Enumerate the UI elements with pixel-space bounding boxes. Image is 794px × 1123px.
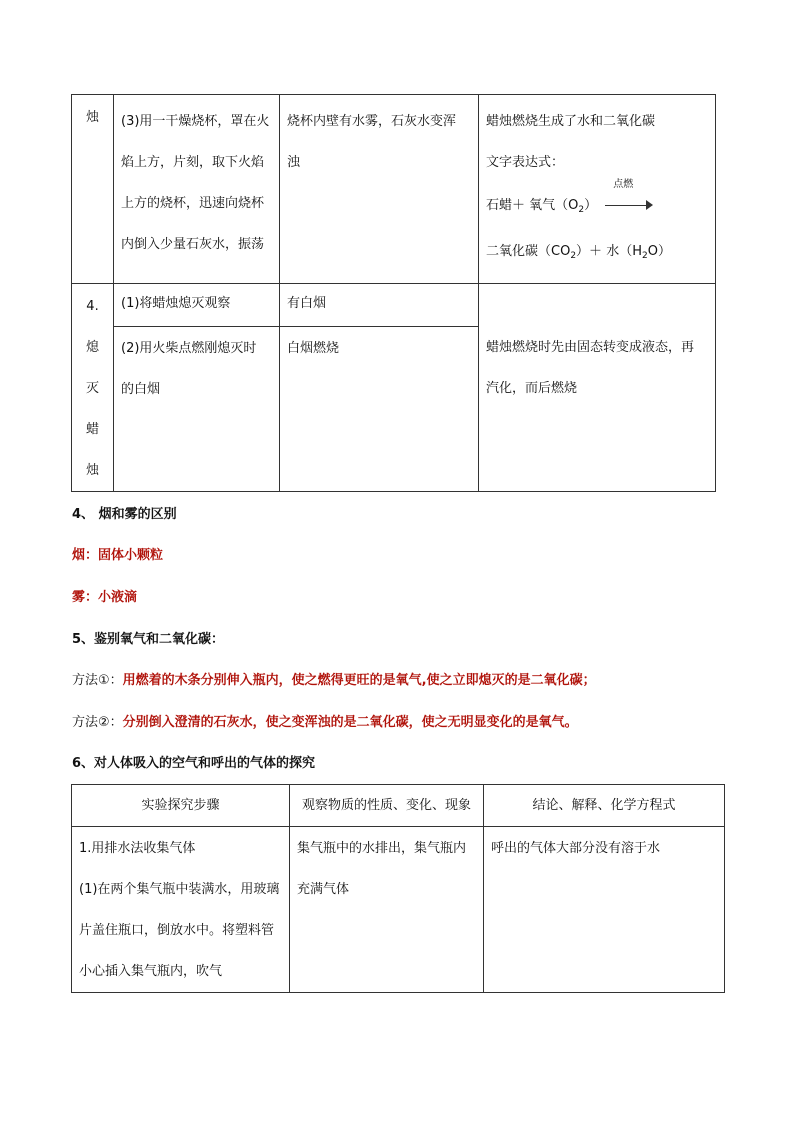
section-heading: 4、 烟和雾的区别	[72, 507, 177, 522]
column-header: 实验探究步骤	[72, 785, 290, 827]
method-2	[72, 714, 578, 732]
table-header-row	[72, 785, 725, 827]
conclusion-line: 文字表达式：	[486, 155, 565, 170]
conclusion-line: 蜡烛燃烧生成了水和二氧化碳	[486, 114, 656, 129]
section-heading: 5、鉴别氧气和二氧化碳：	[72, 632, 225, 647]
step-line: (2)用火柴点燃刚熄灭时	[121, 341, 257, 356]
reaction-arrow-icon	[605, 178, 653, 213]
fog-definition: 雾：小液滴	[72, 590, 138, 605]
step-line: 的白烟	[121, 382, 161, 397]
method-text: 分别倒入澄清的石灰水，使之变浑浊的是二氧化碳，使之无明显变化的是氧气。	[122, 715, 578, 730]
conclusion-line: 汽化，而后燃烧	[486, 381, 578, 396]
observation-cell	[280, 95, 479, 284]
word-equation-products: 二氧化碳$(CO_2)+$ 水$(H_2O)$	[486, 244, 671, 261]
column-header: 结论、解释、化学方程式	[484, 785, 725, 827]
step-line: (1)在两个集气瓶中装满水，用玻璃	[79, 882, 280, 897]
breath-experiment-table	[71, 784, 725, 993]
method-text: 用燃着的木条分别伸入瓶内，使之燃得更旺的是氧气,使之立即熄灭的是二氧化碳；	[122, 673, 596, 688]
method-label: 方法②：	[72, 715, 123, 730]
column-header: 观察物质的性质、变化、现象	[290, 785, 484, 827]
observation-cell: 白烟燃烧	[280, 327, 479, 492]
observation-line: 烧杯内壁有水雾，石灰水变浑	[287, 114, 457, 129]
observation-line: 充满气体	[297, 882, 350, 897]
conclusion-cell	[479, 95, 716, 284]
candle-experiment-table	[71, 94, 716, 492]
step-line: 小心插入集气瓶内，吹气	[79, 964, 223, 979]
observation-line: 浊	[287, 155, 301, 170]
table-row	[72, 95, 716, 284]
observation-cell: 有白烟	[280, 284, 479, 327]
step-line: 片盖住瓶口，倒放水中。将塑料管	[79, 923, 275, 938]
steps-cell	[114, 95, 280, 284]
section-heading: 6、对人体吸入的空气和呼出的气体的探究	[72, 756, 316, 771]
smoke-definition: 烟：固体小颗粒	[72, 548, 164, 563]
word-equation-reactants: 石蜡＋ 氧气$(O_2)$ 点燃	[486, 185, 709, 231]
row-label: 烛	[85, 110, 99, 125]
reaction-condition: 点燃	[613, 178, 634, 190]
table-row	[72, 827, 725, 993]
method-label: 方法①：	[72, 673, 123, 688]
table-row	[72, 284, 716, 327]
conclusion-line: 蜡烛燃烧时先由固态转变成液态，再	[486, 340, 695, 355]
steps-cell	[72, 827, 290, 993]
step-line: 内倒入少量石灰水，振荡	[121, 237, 265, 252]
step-title: 1.用排水法收集气体	[79, 841, 196, 856]
step-line: 焰上方，片刻，取下火焰	[121, 155, 265, 170]
row-label-cell	[72, 95, 114, 284]
conclusion-cell: 呼出的气体大部分没有溶于水	[484, 827, 725, 993]
step-line: 上方的烧杯，迅速向烧杯	[121, 196, 265, 211]
method-1	[72, 672, 596, 690]
row-label-cell	[72, 284, 114, 492]
conclusion-cell	[479, 284, 716, 492]
steps-cell: (1)将蜡烛熄灭观察	[114, 284, 280, 327]
step-line: (3)用一干燥烧杯，罩在火	[121, 114, 270, 129]
steps-cell	[114, 327, 280, 492]
row-label-vertical: 4. 熄 灭 蜡 烛	[85, 299, 99, 478]
observation-cell	[290, 827, 484, 993]
observation-line: 集气瓶中的水排出，集气瓶内	[297, 841, 467, 856]
